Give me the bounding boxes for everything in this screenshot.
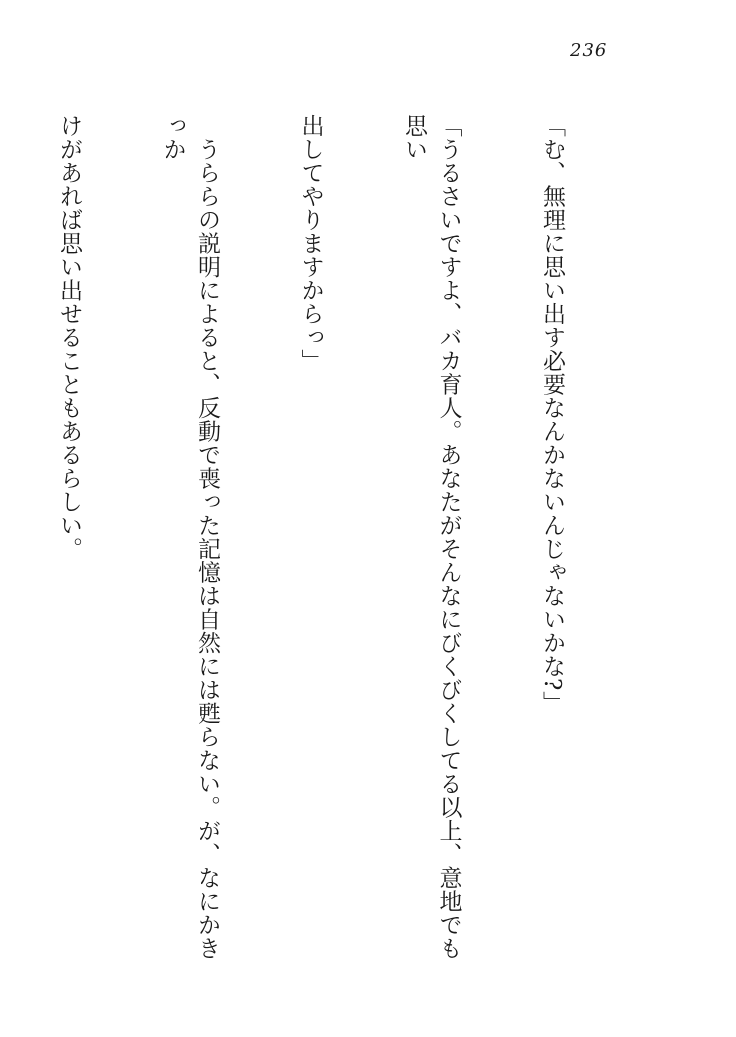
text-line: 「む、無理に思い出す必要なんかないんじゃないかな?」: [539, 114, 565, 715]
text-line: 出してやりますからっ」: [297, 114, 324, 373]
text-line: けがあれば思い出せることもあるらしい。: [56, 114, 82, 561]
text-line: 「うるさいですよ、バカ育人。あなたがそんなにびくびくしてる以上、意地でも思い: [401, 114, 462, 960]
text-line: うららの説明によると、反動で喪った記憶は自然には甦らない。が、なにかきっか: [159, 114, 220, 960]
vertical-text-body: [0, 114, 638, 964]
page-number: 236: [570, 40, 608, 61]
